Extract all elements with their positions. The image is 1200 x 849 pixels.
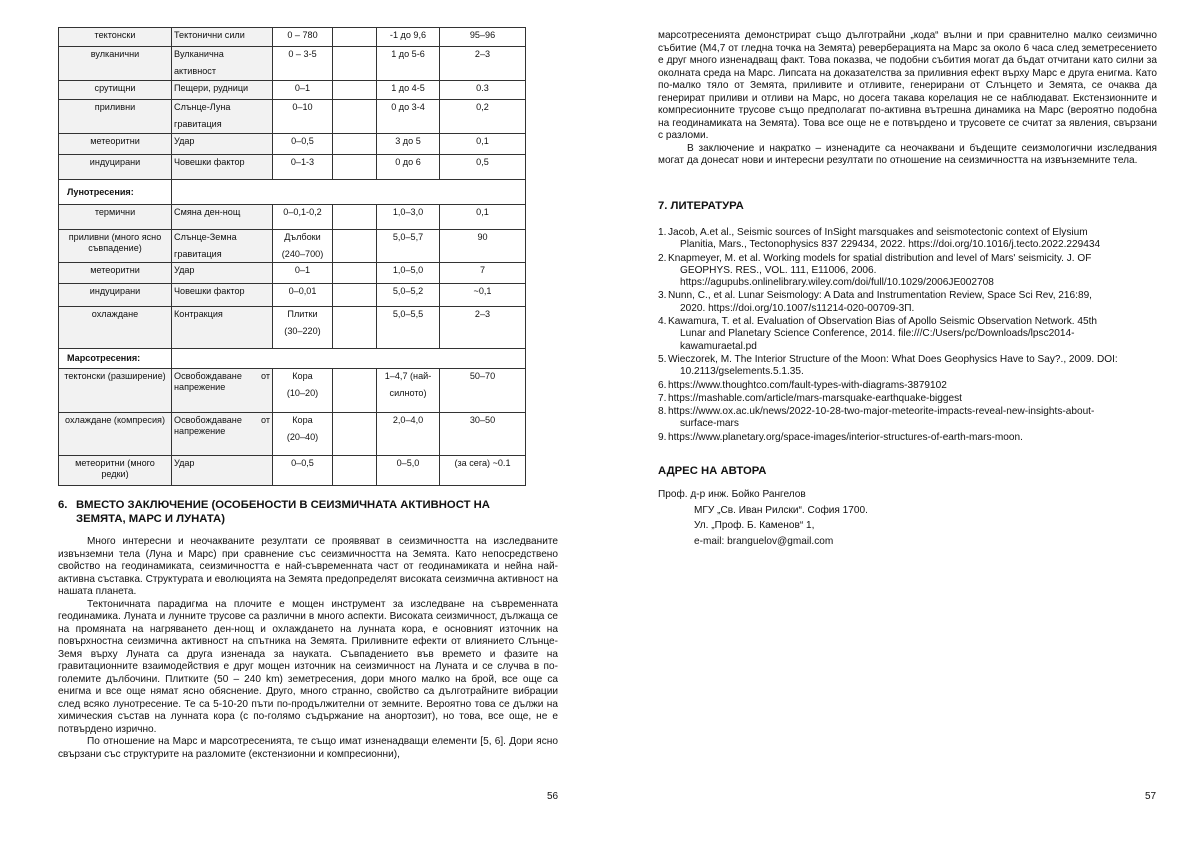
- table-row: [59, 369, 526, 413]
- magnitude-text: 1–4,7 (най-: [384, 371, 432, 381]
- reference-line: https://www.thoughtco.com/fault-types-with-diagrams-3879102: [668, 379, 947, 391]
- reference-line: https://www.planetary.org/space-images/interior-structures-of-earth-mars-moon.: [668, 431, 1023, 443]
- cause-text: Контракция: [174, 309, 223, 319]
- paragraph: В заключение и накратко – изненадите са неочаквани и бъдещите сеизмологични изследвания могат да донесат нови и интересни резултати по отношение на сеизмичността на извънземните тела.: [658, 142, 1157, 166]
- empty-cell: [172, 180, 526, 205]
- cause-text: Човешки фактор: [174, 157, 245, 167]
- magnitude-text: 1,0–5,0: [392, 265, 424, 275]
- percent-text: 2–3: [474, 49, 491, 59]
- cause-cell: [172, 28, 273, 47]
- table-row: [59, 81, 526, 100]
- depth-text: (240–700): [281, 249, 324, 259]
- magnitude-text: силното): [389, 388, 427, 398]
- magnitude-text: 0 до 6: [395, 157, 421, 167]
- depth-cell: [273, 47, 333, 81]
- reference-number: 8.: [658, 406, 667, 418]
- reference-text: [668, 393, 1157, 405]
- reference-number: 1.: [658, 227, 667, 238]
- magnitude-text: 5,0–5,2: [392, 286, 424, 296]
- magnitude-cell: [377, 81, 440, 100]
- percent-cell: [440, 28, 526, 47]
- depth-cell: [273, 205, 333, 230]
- reference-number: 7.: [658, 392, 667, 404]
- depth-text: 0–1: [294, 265, 311, 275]
- empty-cell: [333, 230, 377, 263]
- percent-text: 0,2: [476, 102, 489, 112]
- depth-text: 0–0,5: [291, 458, 314, 468]
- quake-type-cell: приливни (много ясно съвпадение): [59, 230, 172, 263]
- depth-text: 0 – 780: [287, 30, 318, 40]
- percent-cell: [440, 284, 526, 307]
- reference-line: Wieczorek, M. The Interior Structure of the Moon: What Does Geophysics Have to Say?., 2009. DOI:: [668, 353, 1118, 365]
- empty-cell: [333, 134, 377, 155]
- reference-number: 2.: [658, 252, 667, 264]
- reference-item: [658, 253, 1157, 290]
- paragraph: Тектоничната парадигма на плочите е мощен инструмент за изследване на съвременната геодинамика. Луната и лунните трусове са различни в много аспекти. Високата сеизмичност, дължаща се на промяната на нагряването ден-нощ и охлаждането на лунната кора, е основният източник на повърхностна сеизмична активност на спътника на Земята. Приливните ефекти от влиянието Слънце-Земя върху Луната са друга изненада за науката. Съвпадението във времето и фазите на гравитационните взаимодействия е друг мощен източник на сеизмичност на Луната и се случва в по-големите дълбочини. Плитките (50 – 240 km) земетресения, дори много малко на брой, все още са енигма и все още нямат ясно обяснение. Друго, много странно, свойство са дълготрайните вибрации след всяко лунотресение. Те са 5-10-20 пъти по-продължителни от земните. Вероятно това се дължи на химическия състав на лунната кора (с по-голямо съдържание на анортозит), но това, все още, не е потвърдено изрично.: [58, 598, 558, 735]
- quake-type-cell: термични: [59, 205, 172, 230]
- reference-text: [668, 406, 1157, 431]
- percent-cell: [440, 47, 526, 81]
- cause-text: Удар: [174, 136, 195, 146]
- table-row: [59, 155, 526, 180]
- reference-number: 4.: [658, 316, 667, 328]
- percent-cell: [440, 413, 526, 456]
- percent-text: 50–70: [469, 371, 496, 381]
- depth-text: 0–0,5: [291, 136, 314, 146]
- cause-text: Слънце-Земна: [174, 232, 237, 242]
- reference-number: 6.: [658, 379, 667, 391]
- reference-line: Nunn, C., et al. Lunar Seismology: A Data and Instrumentation Review, Space Sci Rev, 216:89,: [668, 290, 1092, 302]
- depth-text: 0–0,01: [288, 286, 317, 296]
- cause-cell: [172, 134, 273, 155]
- reference-text: [668, 253, 1157, 290]
- magnitude-cell: [377, 284, 440, 307]
- quake-type-cell: метеоритни: [59, 134, 172, 155]
- depth-cell: [273, 155, 333, 180]
- empty-cell: [333, 155, 377, 180]
- depth-cell: [273, 230, 333, 263]
- percent-cell: [440, 230, 526, 263]
- depth-text: Кора: [292, 371, 313, 381]
- reference-number: 9.: [658, 431, 667, 443]
- depth-text: Плитки: [287, 309, 318, 319]
- page-number: 57: [1145, 791, 1157, 802]
- percent-cell: [440, 205, 526, 230]
- cause-cell: [172, 284, 273, 307]
- quake-type-cell: охлаждане: [59, 307, 172, 349]
- cause-cell: [172, 263, 273, 284]
- cause-cell: [172, 307, 273, 349]
- conclusion-body: [58, 536, 558, 761]
- reference-text: [668, 432, 1157, 444]
- depth-cell: [273, 284, 333, 307]
- table-row: [59, 100, 526, 134]
- depth-text: (10–20): [286, 388, 319, 398]
- quake-type-cell: метеоритни (много редки): [59, 456, 172, 486]
- percent-cell: [440, 307, 526, 349]
- reference-text: [668, 354, 1157, 379]
- magnitude-text: 1,0–3,0: [392, 207, 424, 217]
- empty-cell: [333, 81, 377, 100]
- reference-text: [668, 316, 1157, 353]
- percent-cell: [440, 263, 526, 284]
- magnitude-cell: [377, 307, 440, 349]
- reference-line: https://www.ox.ac.uk/news/2022-10-28-two-major-meteorite-impacts-reveal-new-insights-about-: [668, 406, 1095, 418]
- cause-text: Смяна ден-нощ: [174, 207, 241, 217]
- depth-text: Кора: [292, 415, 313, 425]
- cause-cell: [172, 413, 273, 456]
- cause-cell: [172, 155, 273, 180]
- page-number: 56: [547, 791, 559, 802]
- section-title-line1: ВМЕСТО ЗАКЛЮЧЕНИЕ (ОСОБЕНОСТИ В СЕИЗМИЧНАТА АКТИВНОСТ НА: [76, 499, 490, 511]
- author-address: [658, 487, 868, 549]
- quake-type-cell: приливни: [59, 100, 172, 134]
- table-row: [59, 284, 526, 307]
- cause-word: от: [260, 371, 270, 381]
- percent-text: 30–50: [469, 415, 496, 425]
- author-street: Ул. „Проф. Б. Каменов“ 1,: [694, 520, 815, 531]
- reference-line: https://mashable.com/article/mars-marsquake-earthquake-biggest: [668, 392, 962, 404]
- paragraph: Много интересни и неочакваните резултати се проявяват в сеизмичността на изследваните извънземни тела (Луна и Марс) при сравнение със сеизмичността на Земята. Като непосредствено свойство на геодинамиката, сеизмичността е най-съвременната част от геодинамиката и нейна най-активна съставка. Структурата и еволюцията на Земята предопределят високата сеизмична активност на нашата планета.: [58, 536, 558, 597]
- depth-text: Дълбоки: [284, 232, 321, 242]
- depth-cell: [273, 263, 333, 284]
- quake-type-cell: охлаждане (компресия): [59, 413, 172, 456]
- magnitude-text: 3 до 5: [395, 136, 421, 146]
- reference-line: https://agupubs.onlinelibrary.wiley.com/doi/full/10.1029/2006JE002708: [680, 277, 994, 289]
- percent-text: 95–96: [469, 30, 496, 40]
- cause-cell: [172, 47, 273, 81]
- quake-type-cell: тектонски: [59, 28, 172, 47]
- section-label: Марсотресения:: [59, 349, 172, 369]
- reference-line: GEOPHYS. RES., VOL. 111, E11006, 2006.: [680, 264, 877, 276]
- percent-cell: [440, 81, 526, 100]
- magnitude-cell: [377, 456, 440, 486]
- cause-text: Слънце-Луна: [174, 102, 231, 112]
- reference-line: Jacob, A.et al., Seismic sources of InSight marsquakes and seismotectonic context of Elysium: [668, 227, 1088, 238]
- reference-line: Planitia, Mars., Tectonophysics 837 229434, 2022. https://doi.org/10.1016/j.tecto.2022.229434: [680, 239, 1101, 251]
- author-name: Проф. д-р инж. Бойко Рангелов: [658, 489, 806, 500]
- reference-line: kawamuraetal.pd: [680, 340, 757, 352]
- quake-type-cell: срутищни: [59, 81, 172, 100]
- table-row: [59, 307, 526, 349]
- reference-number: 5.: [658, 353, 667, 365]
- table-row: [59, 28, 526, 47]
- cause-cell: [172, 369, 273, 413]
- cause-cell: [172, 100, 273, 134]
- depth-cell: [273, 456, 333, 486]
- magnitude-text: 1 до 5-6: [391, 49, 425, 59]
- cause-cell: [172, 456, 273, 486]
- reference-item: [658, 227, 1157, 252]
- empty-cell: [333, 263, 377, 284]
- magnitude-text: -1 до 9,6: [389, 30, 427, 40]
- cause-text: Удар: [174, 458, 195, 468]
- table-row: [59, 230, 526, 263]
- table-row: [59, 456, 526, 486]
- section-heading-conclusion: [58, 498, 558, 526]
- magnitude-cell: [377, 100, 440, 134]
- reference-line: 2020. https://doi.org/10.1007/s11214-020-00709-3П.: [680, 302, 915, 314]
- reference-line: Knapmeyer, M. et al. Working models for spatial distribution and level of Mars' seismicity. J. OF: [668, 252, 1092, 264]
- paragraph: По отношение на Марс и марсотресенията, те също имат изненадващи елементи [5, 6]. Дори ясно свързани със структурите на разломите (екстензионни и компресионни),: [58, 736, 558, 760]
- reference-number: 3.: [658, 290, 667, 302]
- section-number: 6.: [58, 499, 68, 511]
- percent-cell: [440, 369, 526, 413]
- cause-word: от: [260, 415, 270, 425]
- magnitude-text: 5,0–5,5: [392, 309, 424, 319]
- reference-text: [668, 227, 1157, 252]
- right-page: [600, 0, 1200, 849]
- cause-word: Освобождаване: [174, 415, 242, 425]
- cause-text: напрежение: [174, 382, 226, 392]
- percent-cell: [440, 456, 526, 486]
- depth-cell: [273, 369, 333, 413]
- magnitude-cell: [377, 28, 440, 47]
- table-row: [59, 205, 526, 230]
- reference-text: [668, 290, 1157, 315]
- depth-cell: [273, 307, 333, 349]
- reference-list: [658, 227, 1157, 445]
- reference-line: Kawamura, T. et al. Evaluation of Observation Bias of Apollo Seismic Observation Network. 45th: [668, 316, 1098, 328]
- percent-text: ~0,1: [473, 286, 492, 296]
- quake-type-cell: индуцирани: [59, 284, 172, 307]
- empty-cell: [333, 307, 377, 349]
- empty-cell: [333, 205, 377, 230]
- magnitude-cell: [377, 47, 440, 81]
- literature-heading: 7. ЛИТЕРАТУРА: [658, 200, 744, 212]
- conclusion-continued: [658, 30, 1157, 168]
- depth-text: 0 – 3-5: [288, 49, 317, 59]
- depth-cell: [273, 28, 333, 47]
- magnitude-text: 2,0–4,0: [392, 415, 424, 425]
- cause-text: Вулканична: [174, 49, 224, 59]
- depth-text: 0–10: [292, 102, 313, 112]
- depth-cell: [273, 81, 333, 100]
- cause-text: гравитация: [174, 249, 222, 259]
- reference-item: [658, 393, 1157, 405]
- cause-text: гравитация: [174, 119, 222, 129]
- depth-cell: [273, 100, 333, 134]
- table-row: [59, 263, 526, 284]
- reference-line: 10.2113/gselements.5.1.35.: [680, 366, 804, 378]
- table-row: [59, 134, 526, 155]
- depth-text: 0–0,1-0,2: [283, 207, 322, 217]
- magnitude-text: 1 до 4-5: [391, 83, 425, 93]
- magnitude-cell: [377, 413, 440, 456]
- quake-type-cell: вулканични: [59, 47, 172, 81]
- cause-text: [174, 415, 270, 426]
- depth-cell: [273, 413, 333, 456]
- percent-cell: [440, 134, 526, 155]
- depth-text: (20–40): [286, 432, 319, 442]
- reference-text: [668, 380, 1157, 392]
- magnitude-text: 0–5,0: [396, 458, 420, 468]
- cause-text: Удар: [174, 265, 195, 275]
- reference-item: [658, 406, 1157, 431]
- magnitude-text: 5,0–5,7: [392, 232, 424, 242]
- reference-line: surface-mars: [680, 418, 739, 430]
- empty-cell: [172, 349, 526, 369]
- reference-item: [658, 354, 1157, 379]
- depth-cell: [273, 134, 333, 155]
- table-row: [59, 47, 526, 81]
- empty-cell: [333, 100, 377, 134]
- quake-type-cell: тектонски (разширение): [59, 369, 172, 413]
- empty-cell: [333, 369, 377, 413]
- magnitude-cell: [377, 134, 440, 155]
- quake-type-cell: индуцирани: [59, 155, 172, 180]
- reference-item: [658, 380, 1157, 392]
- author-affiliation: МГУ „Св. Иван Рилски“. София 1700.: [694, 504, 868, 516]
- percent-text: 0,5: [476, 157, 489, 167]
- magnitude-cell: [377, 369, 440, 413]
- cause-text: [174, 371, 270, 382]
- percent-text: 7: [479, 265, 486, 275]
- percent-text: 0.3: [476, 83, 489, 93]
- percent-text: (за сега) ~0.1: [454, 458, 511, 468]
- cause-text: Тектонични сили: [174, 30, 245, 40]
- table-section-row: [59, 349, 526, 369]
- table-row: [59, 413, 526, 456]
- magnitude-cell: [377, 230, 440, 263]
- percent-cell: [440, 155, 526, 180]
- magnitude-cell: [377, 205, 440, 230]
- reference-item: [658, 316, 1157, 353]
- cause-cell: [172, 81, 273, 100]
- author-email: e-mail: branguelov@gmail.com: [694, 535, 834, 547]
- section-title-line2: ЗЕМЯТА, МАРС И ЛУНАТА): [76, 513, 225, 525]
- percent-text: 90: [477, 232, 488, 242]
- cause-cell: [172, 205, 273, 230]
- depth-text: (30–220): [284, 326, 321, 336]
- percent-text: 0,1: [476, 136, 489, 146]
- reference-item: [658, 290, 1157, 315]
- depth-text: 0–1: [294, 83, 311, 93]
- reference-line: Lunar and Planetary Science Conference, 2014. file:///C:/Users/pc/Downloads/lpsc2014-: [680, 328, 1075, 340]
- empty-cell: [333, 456, 377, 486]
- magnitude-text: 0 до 3-4: [391, 102, 425, 112]
- seismicity-table: [58, 27, 526, 486]
- section-label: Лунотресения:: [59, 180, 172, 205]
- empty-cell: [333, 284, 377, 307]
- percent-text: 0,1: [476, 207, 489, 217]
- cause-text: напрежение: [174, 426, 226, 436]
- cause-word: Освобождаване: [174, 371, 242, 381]
- cause-text: активност: [174, 66, 217, 76]
- percent-text: 2–3: [474, 309, 491, 319]
- empty-cell: [333, 28, 377, 47]
- quake-type-cell: метеоритни: [59, 263, 172, 284]
- empty-cell: [333, 47, 377, 81]
- percent-cell: [440, 100, 526, 134]
- cause-cell: [172, 230, 273, 263]
- magnitude-cell: [377, 155, 440, 180]
- reference-item: [658, 432, 1157, 444]
- depth-text: 0–1-3: [290, 157, 315, 167]
- empty-cell: [333, 413, 377, 456]
- table-section-row: [59, 180, 526, 205]
- paragraph: марсотресенията демонстрират също дълготрайни „кода“ вълни и при сравнително малко сеизмично събитие (М4,7 от гледна точка на Земята) реверберацията на Марс за около 6 часа след земетресението е друг много изненадващ факт. Това показва, че подобни събития могат да бъдат отчитани като силни за околната среда на Марс. Липсата на доказателства за приливния ефект върху Марс е друга енигма. Като по-малко тяло от Земята, приливите и отливите, генерирани от Слънцето и Земята, се очаква да генерират приливи и отливи на Марс, но досега такава корелация не се наблюдават. Екстензионните и компресионните трусове също предполагат по-активна вътрешна динамика на Марс (вероятно подобна на геодинамиката на Земята). Това все още не е потвърдено и трусовете се считат за явления, свързани с разломи.: [658, 30, 1157, 141]
- cause-text: Човешки фактор: [174, 286, 245, 296]
- cause-text: Пещери, рудници: [174, 83, 249, 93]
- author-address-heading: АДРЕС НА АВТОРА: [658, 465, 767, 477]
- magnitude-cell: [377, 263, 440, 284]
